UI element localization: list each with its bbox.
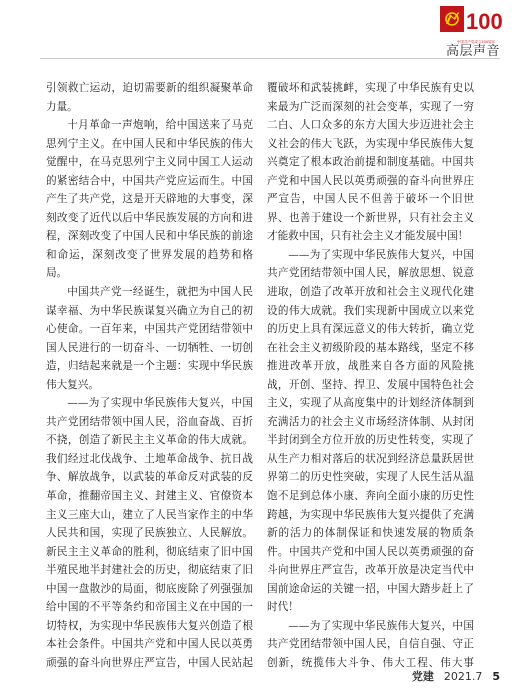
left-column: [46, 79, 253, 669]
party-emblem-icon: [440, 4, 512, 40]
paragraph: 十月革命一声炮响，给中国送来了马克思列宁主义。在中国人民和中华民族的伟大觉醒中，在马克思列宁主义同中国工人运动的紧密结合中，中国共产党应运而生。中国产生了共产党，这是开天辟地的大事变，深刻改变了近代以后中华民族发展的方向和进程，深刻改变了中国人民和中华民族的前途和命运，深刻改变了世界发展的趋势和格局。: [46, 119, 253, 280]
paragraph: 中国共产党一经诞生，就把为中国人民谋幸福、为中华民族谋复兴确立为自己的初心使命。一百年来，中国共产党团结带领中国人民进行的一切奋斗、一切牺牲、一切创造，归结起来就是一个主题：实现中华民族伟大复兴。: [46, 286, 253, 391]
paragraph: 覆破坏和武装挑衅，实现了中华民族有史以来最为广泛而深刻的社会变革，实现了一穷二白、人口众多的东方大国大步迈进社会主义社会的伟大飞跃，为实现中华民族伟大复兴奠定了根本政治前提和制度基础。中国共产党和中国人民以英勇顽强的奋斗向世界庄严宣告，中国人民不但善于破坏一个旧世界、也善于建设一个新世界，只有社会主义才能救中国，只有社会主义才能发展中国！: [267, 82, 474, 243]
header-rule: [40, 58, 500, 59]
logo-number: 100: [466, 9, 503, 34]
paragraph: ——为了实现中华民族伟大复兴，中国共产党团结带领中国人民，浴血奋战、百折不挠，创造了新民主主义革命的伟大成就。我们经过北伐战争、土地革命战争、抗日战争、解放战争，以武装的革命反对武装的反革命，推翻帝国主义、封建主义、官僚资本主义三座大山，建立了人民当家作主的中华人民共和国，实现了民族独立、人民解放。新民主主义革命的胜利，彻底结束了旧中国半殖民地半封建社会的历史，彻底结束了旧中国一盘散沙的局面，彻底废除了列强强加给中国的不平等条约和帝国主义在中国的一切特权，为实现中华民族伟大复兴创造了根本社会条件。中国共产党和中国人民以英勇顽强的奋斗向世界庄严宣告，中国人民站起: [46, 397, 253, 669]
paragraph: ——为了实现中华民族伟大复兴，中国共产党团结带领中国人民，解放思想、锐意进取，创造了改革开放和社会主义现代化建设的伟大成就。我们实现新中国成立以来党的历史上具有深远意义的伟大转折，确立党在社会主义初级阶段的基本路线，坚定不移推进改革开放，战胜来自各方面的风险挑战，开创、坚持、捍卫、发展中国特色社会主义，实现了从高度集中的计划经济体制到充满活力的社会主义市场经济体制、从封闭半封闭到全方位开放的历史性转变，实现了从生产力相对落后的状况到经济总量跃居世界第二的历史性突破，实现了人民生活从温饱不足到总体小康、奔向全面小康的历史性跨越，为实现中华民族伟大复兴提供了充满新的活力的体制保证和快速发展的物质条件。中国共产党和中国人民以英勇顽强的奋斗向世界庄严宣告，改革开放是决定当代中国前途命运的关键一招，中国大踏步赶上了时代！: [267, 248, 474, 614]
paragraph: 引领救亡运动，迫切需要新的组织凝聚革命力量。: [46, 82, 253, 113]
right-column: [267, 79, 474, 669]
page-header: [0, 0, 520, 72]
issue-date: 2021.7: [443, 669, 483, 683]
magazine-name: 党建: [411, 670, 434, 683]
page-number: 5: [492, 669, 500, 683]
page-footer: [412, 668, 500, 684]
section-title: 高层声音: [445, 44, 500, 59]
paragraph: ——为了实现中华民族伟大复兴，中国共产党团结带领中国人民，自信自强、守正创新，统揽伟大斗争、伟大工程、伟大事: [267, 619, 474, 669]
logo-caption: 中国共产党成立100周年: [456, 40, 496, 44]
centenary-logo: [440, 4, 512, 44]
